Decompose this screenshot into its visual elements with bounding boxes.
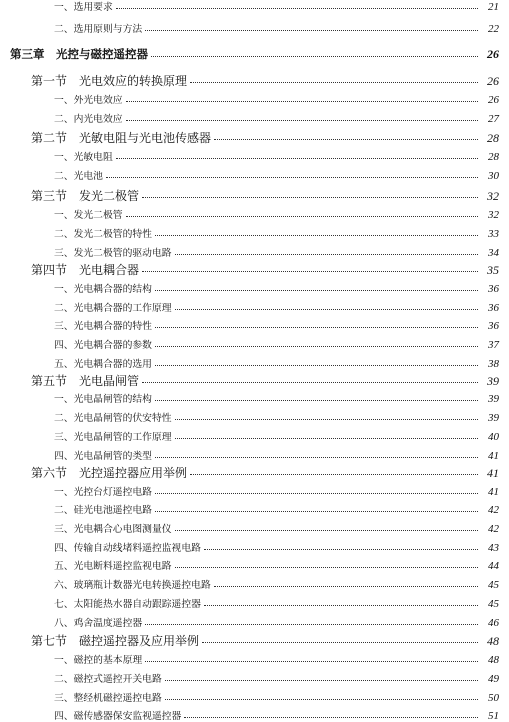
- dot-leader: [155, 290, 478, 291]
- toc-entry-title: 三、发光二极管的驱动电路: [54, 248, 172, 259]
- toc-entry-title: 一、光敏电阻: [54, 152, 113, 163]
- dot-leader: [151, 56, 478, 57]
- toc-item: [0, 21, 509, 35]
- toc-item: [0, 429, 509, 443]
- toc-page-number: 46: [488, 617, 499, 629]
- toc-entry-title: 三、光电晶闸管的工作原理: [54, 432, 172, 443]
- dot-leader: [126, 120, 478, 121]
- toc-item: [0, 484, 509, 498]
- dot-leader: [175, 419, 478, 420]
- toc-item: [0, 337, 509, 351]
- toc-item: [0, 540, 509, 554]
- toc-page-number: 41: [488, 450, 499, 462]
- toc-item: [0, 577, 509, 591]
- toc-page-number: 39: [487, 374, 499, 388]
- dot-leader: [155, 457, 478, 458]
- toc-entry-title: 第四节 光电耦合器: [31, 263, 140, 277]
- dot-leader: [175, 309, 478, 310]
- toc-entry-title: 第三节 发光二极管: [31, 189, 140, 203]
- toc-section-heading: [0, 261, 509, 278]
- toc-item: [0, 521, 509, 535]
- toc-entry-title: 一、光电晶闸管的结构: [54, 394, 152, 405]
- dot-leader: [190, 474, 478, 475]
- dot-leader: [155, 327, 478, 328]
- toc-page-number: 39: [488, 412, 499, 424]
- toc-page-number: 39: [488, 393, 499, 405]
- toc-entry-title: 第三章 光控与磁控遥控器: [10, 47, 148, 61]
- toc-item: [0, 207, 509, 221]
- toc-item: [0, 652, 509, 666]
- toc-item: [0, 281, 509, 295]
- dot-leader: [204, 605, 478, 606]
- toc-page-number: 27: [488, 113, 499, 125]
- toc-page-number: 32: [487, 189, 499, 203]
- toc-entry-title: 二、硅光电池遥控电路: [54, 505, 152, 516]
- toc-entry-title: 第五节 光电晶闸管: [31, 374, 140, 388]
- toc-page-number: 37: [488, 339, 499, 351]
- toc-item: [0, 245, 509, 259]
- toc-item: [0, 502, 509, 516]
- dot-leader: [155, 493, 478, 494]
- toc-page-number: 45: [488, 579, 499, 591]
- toc-entry-title: 第二节 光敏电阻与光电池传感器: [31, 131, 212, 145]
- toc-item: [0, 391, 509, 405]
- toc-item: [0, 300, 509, 314]
- toc-section-heading: [0, 632, 509, 649]
- toc-section-heading: [0, 72, 509, 89]
- toc-page-number: 30: [488, 170, 499, 182]
- toc-item: [0, 410, 509, 424]
- toc-entry-title: 二、发光二极管的特性: [54, 229, 152, 240]
- dot-leader: [126, 216, 478, 217]
- toc-item: [0, 168, 509, 182]
- toc-entry-title: 二、光电耦合器的工作原理: [54, 303, 172, 314]
- toc-page-number: 50: [488, 692, 499, 704]
- toc-page-number: 48: [487, 634, 499, 648]
- toc-page-number: 51: [488, 710, 499, 722]
- dot-leader: [214, 139, 478, 140]
- toc-entry-title: 二、光电晶闸管的伏安特性: [54, 413, 172, 424]
- toc-page-number: 48: [488, 654, 499, 666]
- toc-item: [0, 690, 509, 704]
- dot-leader: [145, 30, 478, 31]
- toc-entry-title: 四、传输自动线堵料遥控监视电路: [54, 543, 201, 554]
- toc-entry-title: 第一节 光电效应的转换原理: [31, 74, 188, 88]
- dot-leader: [126, 101, 478, 102]
- toc-page-number: 41: [488, 486, 499, 498]
- dot-leader: [155, 365, 478, 366]
- toc-entry-title: 第六节 光控遥控器应用举例: [31, 466, 188, 480]
- toc-entry-title: 五、光电断料遥控监视电路: [54, 561, 172, 572]
- toc-entry-title: 二、内光电效应: [54, 114, 123, 125]
- dot-leader: [202, 642, 478, 643]
- toc-item: [0, 558, 509, 572]
- toc-item: [0, 596, 509, 610]
- dot-leader: [116, 158, 478, 159]
- dot-leader: [175, 567, 478, 568]
- toc-entry-title: 二、光电池: [54, 171, 103, 182]
- toc-item: [0, 708, 509, 722]
- toc-item: [0, 356, 509, 370]
- toc-chapter-heading: [0, 46, 509, 62]
- toc-page-number: 22: [488, 23, 499, 35]
- toc-page-number: 38: [488, 358, 499, 370]
- toc-section-heading: [0, 187, 509, 204]
- toc-section-heading: [0, 129, 509, 146]
- dot-leader: [155, 346, 478, 347]
- toc-entry-title: 一、外光电效应: [54, 95, 123, 106]
- dot-leader: [106, 177, 478, 178]
- toc-page-number: 26: [487, 47, 499, 61]
- toc-item: [0, 671, 509, 685]
- toc-entry-title: 八、鸡舍温度遥控器: [54, 618, 143, 629]
- toc-page-number: 45: [488, 598, 499, 610]
- dot-leader: [190, 82, 478, 83]
- dot-leader: [165, 699, 478, 700]
- dot-leader: [155, 511, 478, 512]
- dot-leader: [175, 530, 478, 531]
- toc-entry-title: 二、选用原则与方法: [54, 24, 143, 35]
- dot-leader: [142, 271, 478, 272]
- toc-entry-title: 五、光电耦合器的选用: [54, 359, 152, 370]
- toc-page-number: 41: [487, 466, 499, 480]
- dot-leader: [175, 438, 478, 439]
- dot-leader: [155, 235, 478, 236]
- dot-leader: [116, 8, 478, 9]
- dot-leader: [175, 254, 478, 255]
- dot-leader: [214, 586, 478, 587]
- toc-page-number: 40: [488, 431, 499, 443]
- toc-page-number: 26: [488, 94, 499, 106]
- toc-item: [0, 226, 509, 240]
- toc-page-number: 36: [488, 283, 499, 295]
- toc-item: [0, 149, 509, 163]
- toc-page-number: 36: [488, 320, 499, 332]
- toc-section-heading: [0, 372, 509, 389]
- toc-item: [0, 0, 509, 13]
- toc-entry-title: 第七节 磁控遥控器及应用举例: [31, 634, 200, 648]
- toc-entry-title: 一、选用要求: [54, 2, 113, 13]
- toc-page-number: 21: [488, 1, 499, 13]
- toc-page-number: 34: [488, 247, 499, 259]
- toc-page-number: 43: [488, 542, 499, 554]
- dot-leader: [142, 197, 478, 198]
- dot-leader: [184, 717, 478, 718]
- dot-leader: [204, 549, 478, 550]
- toc-entry-title: 四、磁传感器保安监视遥控器: [54, 711, 182, 722]
- dot-leader: [145, 661, 478, 662]
- toc-entry-title: 一、磁控的基本原理: [54, 655, 143, 666]
- toc-page-number: 49: [488, 673, 499, 685]
- toc-entry-title: 一、光电耦合器的结构: [54, 284, 152, 295]
- toc-page-number: 35: [487, 263, 499, 277]
- toc-page-number: 42: [488, 504, 499, 516]
- toc-page-number: 42: [488, 523, 499, 535]
- toc-entry-title: 七、太阳能热水器自动跟踪遥控器: [54, 599, 201, 610]
- toc-item: [0, 448, 509, 462]
- dot-leader: [145, 624, 478, 625]
- toc-page-number: 26: [487, 74, 499, 88]
- toc-page-number: 28: [488, 151, 499, 163]
- toc-entry-title: 四、光电晶闸管的类型: [54, 451, 152, 462]
- toc-page-number: 36: [488, 302, 499, 314]
- toc-entry-title: 一、发光二极管: [54, 210, 123, 221]
- toc-item: [0, 92, 509, 106]
- toc-entry-title: 六、玻璃瓶计数器光电转换遥控电路: [54, 580, 211, 591]
- toc-entry-title: 三、光电耦合器的特性: [54, 321, 152, 332]
- toc-entry-title: 二、磁控式遥控开关电路: [54, 674, 162, 685]
- toc-page-number: 33: [488, 228, 499, 240]
- toc-page-number: 44: [488, 560, 499, 572]
- toc-item: [0, 318, 509, 332]
- toc-entry-title: 三、光电耦合心电图测量仪: [54, 524, 172, 535]
- toc-entry-title: 三、整经机磁控遥控电路: [54, 693, 162, 704]
- dot-leader: [155, 400, 478, 401]
- toc-entry-title: 一、光控台灯遥控电路: [54, 487, 152, 498]
- toc-entry-title: 四、光电耦合器的参数: [54, 340, 152, 351]
- dot-leader: [142, 382, 478, 383]
- toc-page-number: 32: [488, 209, 499, 221]
- toc-item: [0, 111, 509, 125]
- toc-page-number: 28: [487, 131, 499, 145]
- toc-section-heading: [0, 464, 509, 481]
- toc-item: [0, 615, 509, 629]
- dot-leader: [165, 680, 478, 681]
